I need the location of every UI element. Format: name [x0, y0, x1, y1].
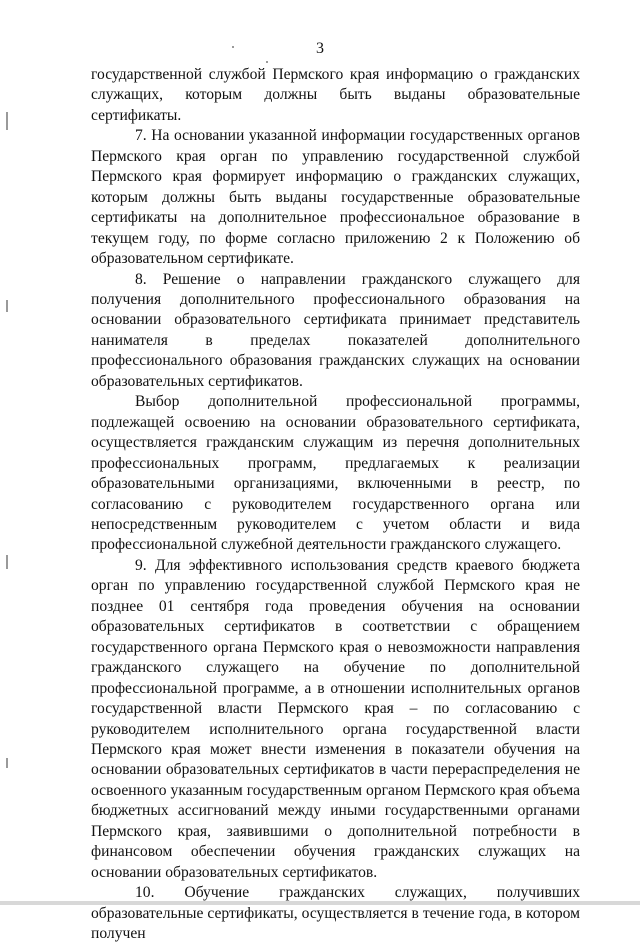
- scan-margin-mark: [6, 300, 8, 312]
- scan-margin-mark: [6, 555, 8, 569]
- paragraph-continuation: государственной службой Пермского края информацию о гражданских служащих, которым должны быть выданы образовательные сертификаты.: [91, 66, 580, 124]
- scan-dot: [266, 61, 268, 63]
- paragraph-program-choice: Выбор дополнительной профессиональной программы, подлежащей освоению на основании образовательного сертификата, осуществляется гражданским служащим из перечня дополнительных профессиональных программ, предлагаемых к реализации образовательными организациями, включенными в реестр, по согласованию с руководителем государственного органа или непосредственным руководителем с учетом области и вида профессиональной служебной деятельности гражданского служащего.: [91, 393, 580, 554]
- scan-bottom-edge: [0, 901, 640, 905]
- document-body: [91, 65, 580, 944]
- page-number: 3: [316, 40, 324, 57]
- scan-dot: [232, 46, 234, 48]
- scan-margin-mark: [6, 112, 8, 130]
- paragraph-item-8: 8. Решение о направлении гражданского служащего для получения дополнительного профессионального образования на основании образовательного сертификата принимает представитель нанимателя в пределах показателей дополнительного профессионального образования гражданских служащих на основании образовательных сертификатов.: [91, 270, 580, 390]
- paragraph-item-10: 10. Обучение гражданских служащих, получивших образовательные сертификаты, осуществляется в течение года, в котором получен: [91, 884, 580, 943]
- paragraph-item-7: 7. На основании указанной информации государственных органов Пермского края орган по управлению государственной службой Пермского края формирует информацию о гражданских служащих, которым должны быть выданы государственные образовательные сертификаты на дополнительное профессиональное образование в текущем году, по форме согласно приложению 2 к Положению об образовательном сертификате.: [91, 127, 580, 268]
- paragraph-item-9: 9. Для эффективного использования средств краевого бюджета орган по управлению государственной службой Пермского края не позднее 01 сентября года проведения обучения на основании образовательных сертификатов в соответствии с обращением государственного органа Пермского края о невозможности направления гражданского служащего на обучение по дополнительной профессиональной программе, а в отношении исполнительных органов государственной власти Пермского края – по согласованию с руководителем исполнительного органа государственной власти Пермского края может внести изменения в показатели обучения на основании образовательных сертификатов в части перераспределения не освоенного указанным государственным органом Пермского края объема бюджетных ассигнований между иными государственными органами Пермского края, заявившими о дополнительной потребности в финансовом обеспечении обучения гражданских служащих на основании образовательных сертификатов.: [91, 556, 580, 881]
- scan-margin-mark: [6, 758, 8, 768]
